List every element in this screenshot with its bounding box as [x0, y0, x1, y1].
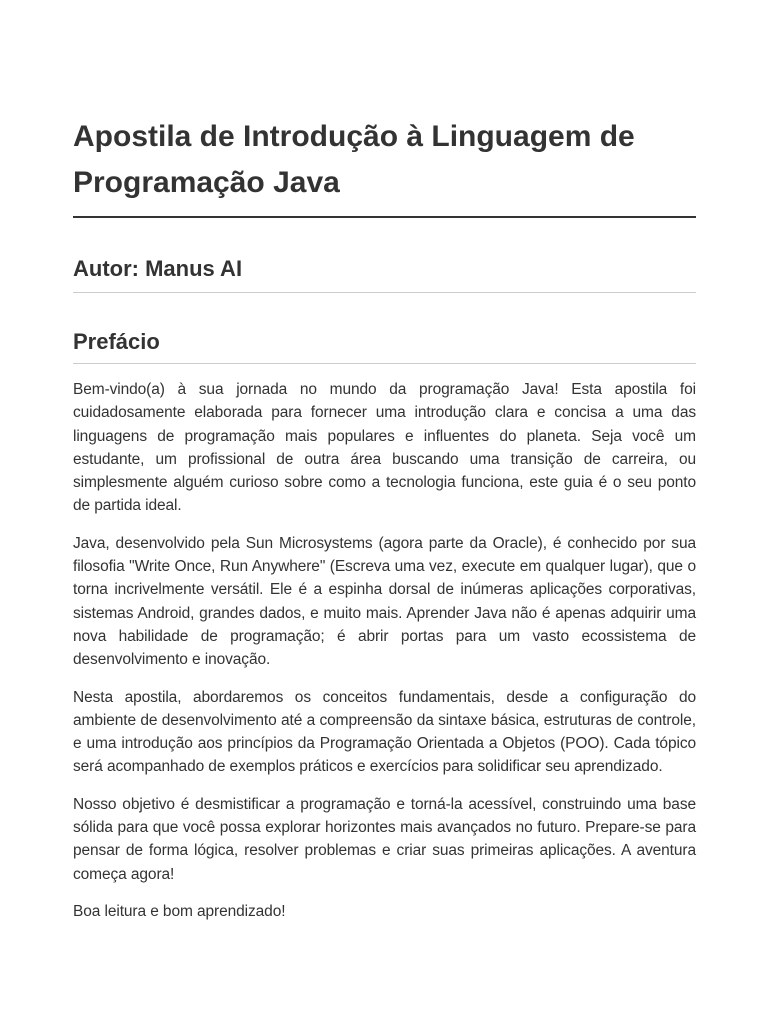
- paragraph: Bem-vindo(a) à sua jornada no mundo da programação Java! Esta apostila foi cuidadosamente elaborada para fornecer uma introdução clara e concisa a uma das linguagens de programação mais populares e influentes do planeta. Seja você um estudante, um profissional de outra área buscando uma transição de carreira, ou simplesmente alguém curioso sobre como a tecnologia funciona, este guia é o seu ponto de partida ideal.: [73, 381, 696, 515]
- paragraph: Java, desenvolvido pela Sun Microsystems (agora parte da Oracle), é conhecido por sua filosofia "Write Once, Run Anywhere" (Escreva uma vez, execute em qualquer lugar), que o torna incrivelmente versátil. Ele é a espinha dorsal de inúmeras aplicações corporativas, sistemas Android, grandes dados, e muito mais. Aprender Java não é apenas adquirir uma nova habilidade de programação; é abrir portas para um vasto ecossistema de desenvolvimento e inovação.: [73, 534, 696, 669]
- author-heading: Autor: Manus AI: [73, 254, 696, 293]
- document-page: [73, 114, 696, 937]
- preface-body: [73, 378, 696, 923]
- section-heading-preface: Prefácio: [73, 327, 696, 364]
- document-title: Apostila de Introdução à Linguagem de Programação Java: [73, 114, 696, 218]
- paragraph-closing: Boa leitura e bom aprendizado!: [73, 902, 286, 920]
- paragraph: Nosso objetivo é desmistificar a programação e torná-la acessível, construindo uma base sólida para que você possa explorar horizontes mais avançados no futuro. Prepare-se para pensar de forma lógica, resolver problemas e criar suas primeiras aplicações. A aventura começa agora!: [73, 795, 696, 883]
- paragraph: Nesta apostila, abordaremos os conceitos fundamentais, desde a configuração do ambiente de desenvolvimento até a compreensão da sintaxe básica, estruturas de controle, e uma introdução aos princípios da Programação Orientada a Objetos (POO). Cada tópico será acompanhado de exemplos práticos e exercícios para solidificar seu aprendizado.: [73, 688, 696, 776]
